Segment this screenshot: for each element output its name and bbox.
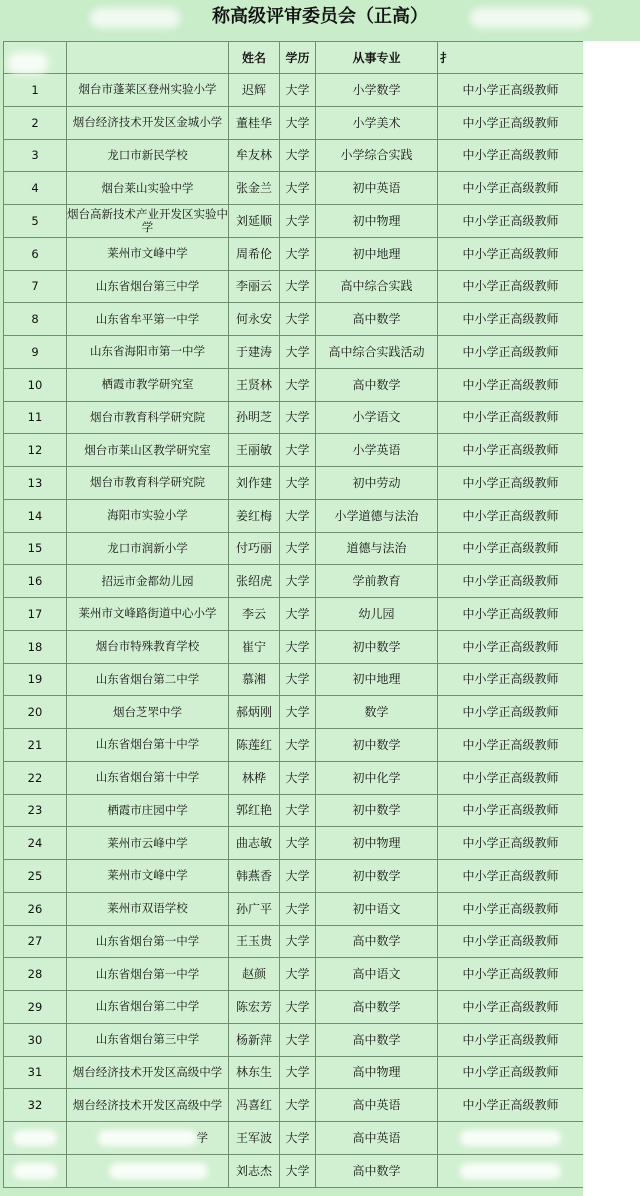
blur-mask-left	[90, 8, 180, 28]
cell-title: 中小学正高级教师	[438, 74, 584, 107]
cell-title: 中小学正高级教师	[438, 205, 584, 238]
table-row	[4, 958, 584, 991]
cell-education: 大学	[280, 1122, 316, 1155]
table-row	[4, 270, 584, 303]
cell-education: 大学	[280, 303, 316, 336]
cell-major: 初中物理	[316, 205, 438, 238]
cell-index: 30	[4, 1023, 67, 1056]
cell-name: 冯喜红	[229, 1089, 280, 1122]
cell-major: 道德与法治	[316, 532, 438, 565]
cell-title: 中小学正高级教师	[438, 532, 584, 565]
cell-major: 高中数学	[316, 991, 438, 1024]
table-row	[4, 925, 584, 958]
cell-education: 大学	[280, 74, 316, 107]
cell-index: 23	[4, 794, 67, 827]
cell-school: 烟台经济技术开发区高级中学	[67, 1089, 229, 1122]
cell-education: 大学	[280, 925, 316, 958]
cell-title: 中小学正高级教师	[438, 598, 584, 631]
cell-title: 中小学正高级教师	[438, 827, 584, 860]
header-major: 从事专业	[316, 42, 438, 74]
blur-mask-right	[470, 8, 590, 28]
cell-title: 中小学正高级教师	[438, 892, 584, 925]
cell-school: 龙口市新民学校	[67, 139, 229, 172]
table-row	[4, 729, 584, 762]
cell-major: 初中数学	[316, 794, 438, 827]
cell-major: 初中地理	[316, 663, 438, 696]
cell-school: 山东省烟台第二中学	[67, 663, 229, 696]
cell-index: 27	[4, 925, 67, 958]
cell-major: 初中英语	[316, 172, 438, 205]
cell-name: 付巧丽	[229, 532, 280, 565]
cell-school: 烟台经济技术开发区高级中学	[67, 1056, 229, 1089]
cell-name: 刘作建	[229, 467, 280, 500]
table-row	[4, 368, 584, 401]
table-row	[4, 1089, 584, 1122]
blur-mask	[13, 1163, 56, 1179]
cell-index: 19	[4, 663, 67, 696]
cell-school: 山东省烟台第三中学	[67, 1023, 229, 1056]
cell-name: 王丽敏	[229, 434, 280, 467]
cell-school: 烟台市教育科学研究院	[67, 401, 229, 434]
cell-index: 11	[4, 401, 67, 434]
table-row	[4, 467, 584, 500]
cell-major: 高中综合实践	[316, 270, 438, 303]
cell-education: 大学	[280, 860, 316, 893]
cell-name: 陈宏芳	[229, 991, 280, 1024]
cell-title: 中小学正高级教师	[438, 958, 584, 991]
cell-title: 中小学正高级教师	[438, 794, 584, 827]
cell-index: 1	[4, 74, 67, 107]
cell-school: 烟台高新技术产业开发区实验中学	[67, 205, 229, 238]
cell-index: 20	[4, 696, 67, 729]
document-title	[0, 0, 640, 36]
cell-major: 小学美术	[316, 106, 438, 139]
cell-major: 初中数学	[316, 729, 438, 762]
cell-education: 大学	[280, 565, 316, 598]
cell-name: 刘延顺	[229, 205, 280, 238]
table-row	[4, 1122, 584, 1155]
cell-index: 29	[4, 991, 67, 1024]
table-row	[4, 434, 584, 467]
cell-index: 7	[4, 270, 67, 303]
cell-school: 山东省牟平第一中学	[67, 303, 229, 336]
table-row	[4, 630, 584, 663]
cell-name: 孙广平	[229, 892, 280, 925]
cell-index: 18	[4, 630, 67, 663]
table-row	[4, 1154, 584, 1187]
table-row	[4, 106, 584, 139]
cell-name: 赵颜	[229, 958, 280, 991]
cell-index: 22	[4, 761, 67, 794]
cell-index: 16	[4, 565, 67, 598]
cell-title: 中小学正高级教师	[438, 565, 584, 598]
cell-major: 小学英语	[316, 434, 438, 467]
cell-education: 大学	[280, 598, 316, 631]
cell-education: 大学	[280, 892, 316, 925]
cell-title: 中小学正高级教师	[438, 499, 584, 532]
cell-index: 26	[4, 892, 67, 925]
blur-mask	[460, 1130, 562, 1146]
header-title: 扌	[438, 42, 584, 74]
header-name: 姓名	[229, 42, 280, 74]
table-header-row	[4, 42, 584, 74]
cell-education: 大学	[280, 336, 316, 369]
cell-major: 高中数学	[316, 925, 438, 958]
table-row	[4, 303, 584, 336]
table-row	[4, 892, 584, 925]
cell-title: 中小学正高级教师	[438, 925, 584, 958]
cell-name: 牟友林	[229, 139, 280, 172]
cell-education: 大学	[280, 434, 316, 467]
cell-education: 大学	[280, 205, 316, 238]
cell-school: 烟台市教育科学研究院	[67, 467, 229, 500]
cell-education: 大学	[280, 270, 316, 303]
cell-school: 学	[67, 1122, 229, 1155]
table-row	[4, 1056, 584, 1089]
cell-school: 莱州市文峰中学	[67, 860, 229, 893]
cell-name: 杨新萍	[229, 1023, 280, 1056]
title-text: 称高级评审委员会（正高）	[212, 6, 428, 27]
cell-title	[438, 1154, 584, 1187]
cell-index: 17	[4, 598, 67, 631]
cell-school: 莱州市文峰中学	[67, 237, 229, 270]
table-row	[4, 1023, 584, 1056]
cell-education: 大学	[280, 827, 316, 860]
cell-school	[67, 1154, 229, 1187]
cell-school: 招远市金都幼儿园	[67, 565, 229, 598]
cell-school: 烟台市特殊教育学校	[67, 630, 229, 663]
cell-major: 初中数学	[316, 630, 438, 663]
cell-school: 海阳市实验小学	[67, 499, 229, 532]
cell-title: 中小学正高级教师	[438, 467, 584, 500]
cell-education: 大学	[280, 139, 316, 172]
cell-name: 李丽云	[229, 270, 280, 303]
cell-index: 4	[4, 172, 67, 205]
cell-title: 中小学正高级教师	[438, 368, 584, 401]
cell-school: 山东省烟台第一中学	[67, 925, 229, 958]
table-row	[4, 761, 584, 794]
cell-index: 10	[4, 368, 67, 401]
table-row	[4, 205, 584, 238]
cell-index: 14	[4, 499, 67, 532]
cell-school: 烟台莱山实验中学	[67, 172, 229, 205]
cell-name: 张金兰	[229, 172, 280, 205]
cell-major: 高中英语	[316, 1122, 438, 1155]
blur-mask	[13, 1130, 56, 1146]
blur-mask	[460, 1163, 562, 1179]
cell-education: 大学	[280, 729, 316, 762]
cell-school: 烟台市莱山区教学研究室	[67, 434, 229, 467]
table-row	[4, 991, 584, 1024]
cell-major: 高中数学	[316, 368, 438, 401]
cell-school: 烟台经济技术开发区金城小学	[67, 106, 229, 139]
cell-title	[438, 1122, 584, 1155]
cell-title: 中小学正高级教师	[438, 336, 584, 369]
table-row	[4, 598, 584, 631]
cell-title: 中小学正高级教师	[438, 270, 584, 303]
blur-mask	[98, 1130, 197, 1146]
cell-major: 幼儿园	[316, 598, 438, 631]
cell-major: 初中物理	[316, 827, 438, 860]
cell-name: 何永安	[229, 303, 280, 336]
cell-name: 林桦	[229, 761, 280, 794]
cell-education: 大学	[280, 499, 316, 532]
table-row	[4, 663, 584, 696]
cell-title: 中小学正高级教师	[438, 860, 584, 893]
cell-major: 初中地理	[316, 237, 438, 270]
cell-name: 王军波	[229, 1122, 280, 1155]
cell-education: 大学	[280, 1023, 316, 1056]
cell-major: 初中语文	[316, 892, 438, 925]
cell-name: 崔宁	[229, 630, 280, 663]
cell-school: 莱州市文峰路街道中心小学	[67, 598, 229, 631]
cell-education: 大学	[280, 532, 316, 565]
table-row	[4, 532, 584, 565]
cell-education: 大学	[280, 1154, 316, 1187]
cell-major: 高中综合实践活动	[316, 336, 438, 369]
cell-index: 12	[4, 434, 67, 467]
cell-school: 山东省海阳市第一中学	[67, 336, 229, 369]
cell-education: 大学	[280, 172, 316, 205]
cell-education: 大学	[280, 1056, 316, 1089]
cell-major: 高中数学	[316, 303, 438, 336]
cell-school: 烟台市蓬莱区登州实验小学	[67, 74, 229, 107]
right-blank-strip	[583, 41, 640, 1196]
cell-school: 栖霞市教学研究室	[67, 368, 229, 401]
cell-education: 大学	[280, 368, 316, 401]
table-row	[4, 139, 584, 172]
cell-index: 2	[4, 106, 67, 139]
cell-school: 山东省烟台第一中学	[67, 958, 229, 991]
cell-name: 郭红艳	[229, 794, 280, 827]
cell-title: 中小学正高级教师	[438, 1023, 584, 1056]
header-school	[67, 42, 229, 74]
cell-school: 莱州市云峰中学	[67, 827, 229, 860]
table-row	[4, 696, 584, 729]
cell-name: 孙明芝	[229, 401, 280, 434]
table-row	[4, 794, 584, 827]
cell-index	[4, 1154, 67, 1187]
cell-major: 高中英语	[316, 1089, 438, 1122]
table-row	[4, 499, 584, 532]
cell-school: 山东省烟台第十中学	[67, 729, 229, 762]
cell-name: 陈莲红	[229, 729, 280, 762]
cell-name: 张绍虎	[229, 565, 280, 598]
cell-index: 5	[4, 205, 67, 238]
cell-index: 31	[4, 1056, 67, 1089]
cell-title: 中小学正高级教师	[438, 630, 584, 663]
table-row	[4, 401, 584, 434]
cell-major: 小学综合实践	[316, 139, 438, 172]
cell-title: 中小学正高级教师	[438, 237, 584, 270]
cell-education: 大学	[280, 1089, 316, 1122]
cell-education: 大学	[280, 991, 316, 1024]
cell-name: 王玉贵	[229, 925, 280, 958]
cell-school: 烟台芝罘中学	[67, 696, 229, 729]
cell-major: 高中语文	[316, 958, 438, 991]
header-education: 学历	[280, 42, 316, 74]
cell-title: 中小学正高级教师	[438, 172, 584, 205]
cell-name: 郝炳刚	[229, 696, 280, 729]
cell-name: 周希伦	[229, 237, 280, 270]
cell-education: 大学	[280, 761, 316, 794]
cell-education: 大学	[280, 630, 316, 663]
cell-major: 小学数学	[316, 74, 438, 107]
cell-index: 28	[4, 958, 67, 991]
cell-major: 高中数学	[316, 1154, 438, 1187]
reviewer-table	[3, 41, 584, 1188]
cell-education: 大学	[280, 237, 316, 270]
cell-name: 董桂华	[229, 106, 280, 139]
cell-title: 中小学正高级教师	[438, 139, 584, 172]
cell-index: 21	[4, 729, 67, 762]
cell-major: 学前教育	[316, 565, 438, 598]
cell-title: 中小学正高级教师	[438, 401, 584, 434]
table-row	[4, 336, 584, 369]
cell-education: 大学	[280, 794, 316, 827]
cell-title: 中小学正高级教师	[438, 1056, 584, 1089]
cell-education: 大学	[280, 663, 316, 696]
cell-name: 王贤林	[229, 368, 280, 401]
table-row	[4, 827, 584, 860]
table-row	[4, 565, 584, 598]
cell-name: 刘志杰	[229, 1154, 280, 1187]
cell-major: 初中数学	[316, 860, 438, 893]
cell-name: 于建涛	[229, 336, 280, 369]
cell-index: 8	[4, 303, 67, 336]
cell-index: 13	[4, 467, 67, 500]
cell-name: 慕湘	[229, 663, 280, 696]
cell-education: 大学	[280, 696, 316, 729]
cell-index: 3	[4, 139, 67, 172]
blur-mask	[109, 1163, 208, 1179]
cell-index: 6	[4, 237, 67, 270]
cell-education: 大学	[280, 401, 316, 434]
cell-index: 32	[4, 1089, 67, 1122]
cell-education: 大学	[280, 106, 316, 139]
cell-index	[4, 1122, 67, 1155]
cell-school: 山东省烟台第三中学	[67, 270, 229, 303]
cell-title: 中小学正高级教师	[438, 696, 584, 729]
cell-index: 25	[4, 860, 67, 893]
cell-education: 大学	[280, 467, 316, 500]
cell-school: 莱州市双语学校	[67, 892, 229, 925]
cell-name: 曲志敏	[229, 827, 280, 860]
cell-name: 李云	[229, 598, 280, 631]
cell-title: 中小学正高级教师	[438, 663, 584, 696]
cell-major: 数学	[316, 696, 438, 729]
cell-major: 高中数学	[316, 1023, 438, 1056]
cell-title: 中小学正高级教师	[438, 1089, 584, 1122]
cell-title: 中小学正高级教师	[438, 761, 584, 794]
cell-title: 中小学正高级教师	[438, 991, 584, 1024]
cell-name: 姜红梅	[229, 499, 280, 532]
table-row	[4, 172, 584, 205]
cell-title: 中小学正高级教师	[438, 303, 584, 336]
cell-index: 24	[4, 827, 67, 860]
cell-title: 中小学正高级教师	[438, 729, 584, 762]
cell-index: 15	[4, 532, 67, 565]
cell-name: 林东生	[229, 1056, 280, 1089]
table-row	[4, 237, 584, 270]
cell-school: 栖霞市庄园中学	[67, 794, 229, 827]
cell-index: 9	[4, 336, 67, 369]
cell-school: 龙口市润新小学	[67, 532, 229, 565]
cell-major: 小学语文	[316, 401, 438, 434]
cell-title: 中小学正高级教师	[438, 434, 584, 467]
table-row	[4, 860, 584, 893]
cell-name: 迟辉	[229, 74, 280, 107]
cell-major: 初中化学	[316, 761, 438, 794]
cell-major: 小学道德与法治	[316, 499, 438, 532]
cell-school: 山东省烟台第十中学	[67, 761, 229, 794]
table-row	[4, 74, 584, 107]
cell-school: 山东省烟台第二中学	[67, 991, 229, 1024]
cell-education: 大学	[280, 958, 316, 991]
cell-title: 中小学正高级教师	[438, 106, 584, 139]
cell-name: 韩燕香	[229, 860, 280, 893]
cell-major: 高中物理	[316, 1056, 438, 1089]
cell-major: 初中劳动	[316, 467, 438, 500]
blur-mask-corner	[8, 52, 48, 74]
